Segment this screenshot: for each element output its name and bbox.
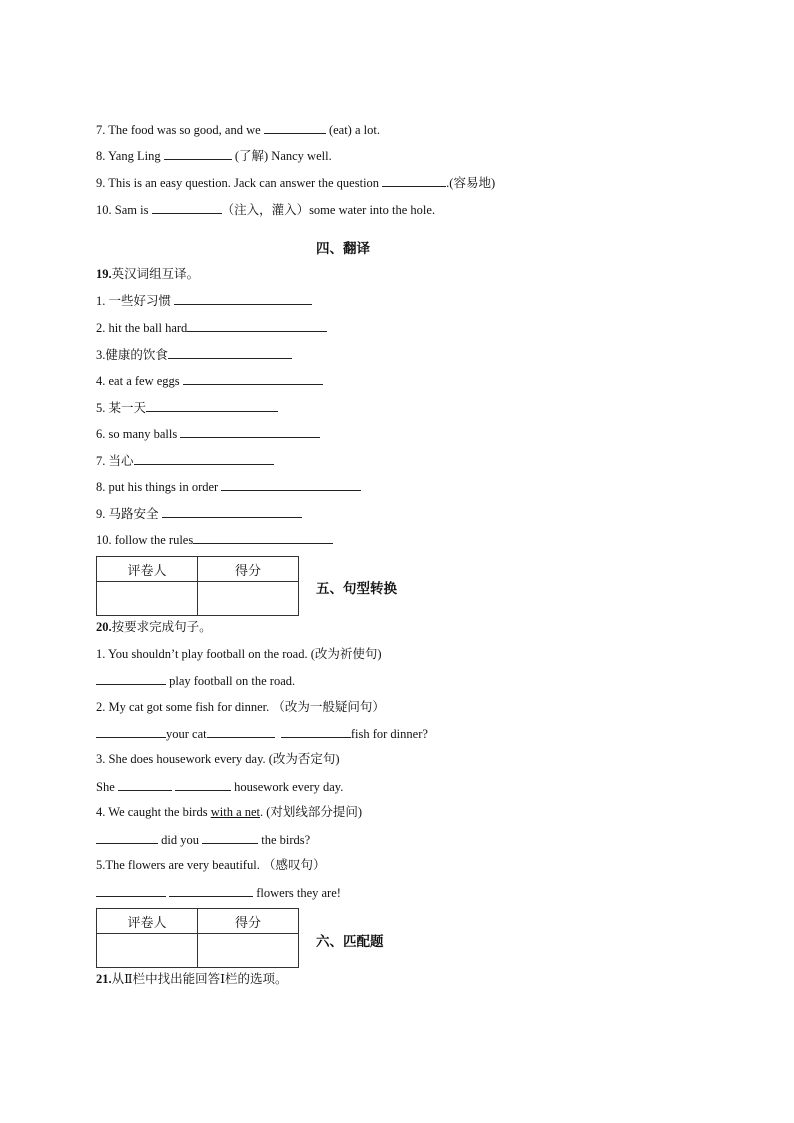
rewrite-q2: 2. My cat got some fish for dinner. （改为一般疑问句） — [96, 700, 385, 714]
answer-blank[interactable] — [118, 778, 172, 791]
answer-blank[interactable] — [183, 372, 323, 385]
answer-blank[interactable] — [202, 831, 258, 844]
rewrite-a3: She housework every day. — [96, 780, 344, 794]
translation-item-2: 2. hit the ball hard — [96, 319, 327, 336]
score-header: 得分 — [198, 557, 299, 582]
translation-item-6: 6. so many balls — [96, 425, 320, 442]
translation-item-4: 4. eat a few eggs — [96, 372, 323, 389]
rewrite-q4: 4. We caught the birds with a net. (对划线部分提问) — [96, 805, 363, 819]
answer-blank[interactable] — [175, 778, 231, 791]
rewrite-q3: 3. She does housework every day. (改为否定句) — [96, 752, 340, 766]
score-header: 得分 — [198, 909, 299, 934]
answer-blank[interactable] — [96, 831, 158, 844]
translation-item-7: 7. 当心 — [96, 452, 274, 469]
translation-item-9: 9. 马路安全 — [96, 505, 302, 522]
translation-item-8: 8. put his things in order — [96, 478, 361, 495]
grader-header: 评卷人 — [97, 557, 198, 582]
score-cell[interactable] — [198, 934, 299, 968]
fill-item-7: 7. The food was so good, and we (eat) a lot. — [96, 123, 380, 137]
answer-blank[interactable] — [134, 452, 274, 465]
grader-cell[interactable] — [97, 582, 198, 616]
rewrite-a4: did you the birds? — [96, 831, 310, 848]
rewrite-a1: play football on the road. — [96, 672, 295, 689]
answer-blank[interactable] — [169, 884, 253, 897]
section-5-title: 五、句型转换 — [316, 581, 397, 596]
answer-blank[interactable] — [207, 725, 275, 738]
answer-blank[interactable] — [193, 531, 333, 544]
answer-blank[interactable] — [168, 346, 292, 359]
question-19: 19.英汉词组互译。 — [96, 267, 200, 281]
answer-blank[interactable] — [221, 478, 361, 491]
answer-blank[interactable] — [162, 505, 302, 518]
answer-blank[interactable] — [152, 201, 222, 214]
section-6-title: 六、匹配题 — [316, 934, 384, 949]
translation-item-1: 1. 一些好习惯 — [96, 292, 312, 309]
answer-blank[interactable] — [96, 884, 166, 897]
fill-item-8: 8. Yang Ling (了解) Nancy well. — [96, 149, 332, 163]
answer-blank[interactable] — [281, 725, 351, 738]
score-table — [96, 908, 299, 968]
translation-item-3: 3.健康的饮食 — [96, 346, 292, 363]
answer-blank[interactable] — [174, 292, 312, 305]
answer-blank[interactable] — [96, 672, 166, 685]
rewrite-q5: 5.The flowers are very beautiful. （感叹句） — [96, 858, 326, 872]
answer-blank[interactable] — [146, 399, 278, 412]
answer-blank[interactable] — [180, 425, 320, 438]
grader-header: 评卷人 — [97, 909, 198, 934]
rewrite-a2: your cat fish for dinner? — [96, 725, 428, 742]
grader-cell[interactable] — [97, 934, 198, 968]
rewrite-q1: 1. You shouldn’t play football on the road. (改为祈使句) — [96, 647, 382, 661]
fill-item-9: 9. This is an easy question. Jack can answer the question .(容易地) — [96, 176, 496, 190]
score-table — [96, 556, 299, 616]
translation-item-5: 5. 某一天 — [96, 399, 278, 416]
rewrite-a5: flowers they are! — [96, 884, 341, 901]
answer-blank[interactable] — [187, 319, 327, 332]
question-21: 21.从Ⅱ栏中找出能回答Ⅰ栏的选项。 — [96, 972, 288, 986]
section-4-title: 四、翻译 — [316, 241, 370, 256]
score-cell[interactable] — [198, 582, 299, 616]
question-20: 20.按要求完成句子。 — [96, 620, 212, 634]
answer-blank[interactable] — [382, 174, 446, 187]
translation-item-10: 10. follow the rules — [96, 531, 333, 548]
fill-item-10: 10. Sam is （注入，灌入）some water into the hole. — [96, 203, 436, 217]
answer-blank[interactable] — [96, 725, 166, 738]
answer-blank[interactable] — [164, 147, 232, 160]
answer-blank[interactable] — [264, 121, 326, 134]
